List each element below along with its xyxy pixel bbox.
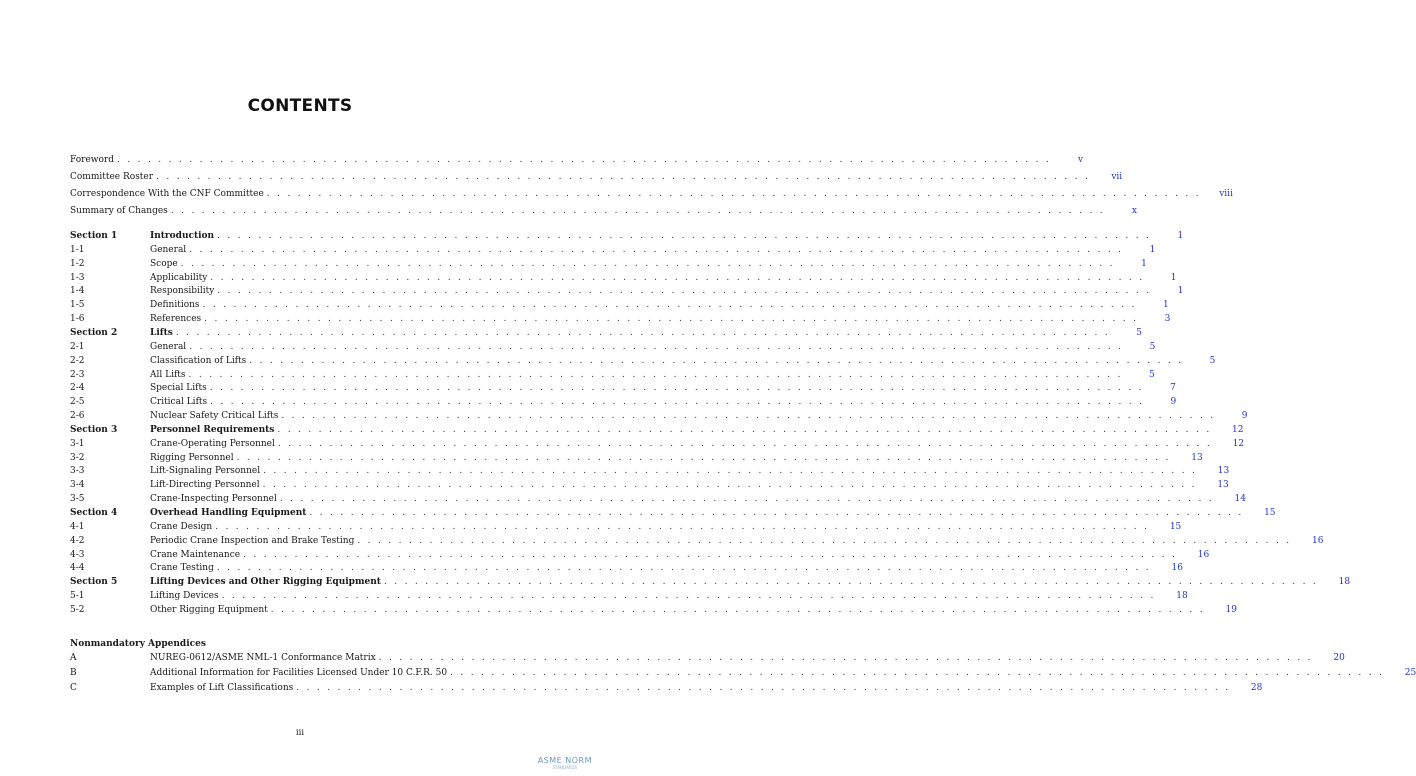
toc-entry-number: 1-6	[70, 314, 85, 324]
toc-entry-title: Responsibility	[150, 284, 217, 298]
dot-leader: . . . . . . . . . . . . . . . . . . . . . . . . . . . . . . . . . . . . . . . . . . . . . . . . . . . . . . . . . . . . . . . . . . . . . . . . . . . . . . . . . . . . . . . . . . .	[281, 411, 1216, 421]
toc-entry	[150, 243, 1156, 257]
toc-page-link[interactable]: 12	[1232, 425, 1244, 435]
dot-leader: . . . . . . . . . . . . . . . . . . . . . . . . . . . . . . . . . . . . . . . . . . . . . . . . . . . . . . . . . . . . . . . . . . . . . . . . . . . . . . . . . . . . . . . . . . .	[296, 683, 1231, 693]
toc-page-link[interactable]: 15	[1169, 522, 1182, 532]
toc-entry-number: 4-1	[70, 522, 85, 532]
toc-entry-number: 2-1	[70, 342, 85, 352]
dot-leader: . . . . . . . . . . . . . . . . . . . . . . . . . . . . . . . . . . . . . . . . . . . . . . . . . . . . . . . . . . . . . . . . . . . . . . . . . . . . . . . . . . . . . . . . . . .	[175, 328, 1110, 338]
toc-entry	[150, 409, 1248, 423]
toc-row[interactable]	[70, 651, 1345, 665]
dot-leader: . . . . . . . . . . . . . . . . . . . . . . . . . . . . . . . . . . . . . . . . . . . . . . . . . . . . . . . . . . . . . . . . . . . . . . . . . . . . . . . . . . . . . . . . . . .	[309, 508, 1244, 518]
toc-entry-number: 5-1	[70, 591, 85, 601]
toc-page-link[interactable]: 16	[1197, 550, 1210, 560]
toc-row[interactable]	[70, 451, 1203, 465]
toc-entry-title: Additional Information for Facilities Licensed Under 10 C.F.R. 50	[150, 666, 450, 680]
toc-page-link[interactable]: 16	[1312, 536, 1324, 546]
toc-row[interactable]	[70, 506, 1276, 520]
toc-page-link[interactable]: vii	[1111, 172, 1123, 182]
toc-entry	[150, 354, 1216, 368]
toc-row[interactable]	[70, 423, 1244, 437]
toc-entry-title: Overhead Handling Equipment	[150, 506, 309, 520]
toc-entry-number: 2-6	[70, 411, 85, 421]
toc-entry-number: 1-3	[70, 273, 85, 283]
toc-entry-title: General	[150, 243, 189, 257]
toc-entry-number: Section 4	[70, 508, 118, 518]
toc-page-link[interactable]: 5	[1136, 328, 1142, 338]
dot-leader: . . . . . . . . . . . . . . . . . . . . . . . . . . . . . . . . . . . . . . . . . . . . . . . . . . . . . . . . . . . . . . . . . . . . . . . . . . . . . . . . . . . . . . . . . . .	[210, 273, 1145, 283]
toc-entry-number: 3-3	[70, 466, 85, 476]
toc-entry-title: Other Rigging Equipment	[150, 603, 271, 617]
toc-entry	[150, 575, 1351, 589]
toc-entry	[150, 271, 1177, 285]
toc-entry	[150, 381, 1176, 395]
toc-page-link[interactable]: 9	[1241, 411, 1248, 421]
dot-leader: . . . . . . . . . . . . . . . . . . . . . . . . . . . . . . . . . . . . . . . . . . . . . . . . . . . . . . . . . . . . . . . . . . . . . . . . . . . . . . . . . . . . . . . . . . .	[204, 314, 1139, 324]
toc-page-link[interactable]: 1	[1170, 273, 1177, 283]
toc-entry-title: Lift-Directing Personnel	[150, 478, 263, 492]
dot-leader: . . . . . . . . . . . . . . . . . . . . . . . . . . . . . . . . . . . . . . . . . . . . . . . . . . . . . . . . . . . . . . . . . . . . . . . . . . . . . . . . . . . . . . . . . . .	[221, 591, 1156, 601]
toc-entry-title: Nuclear Safety Critical Lifts	[150, 409, 281, 423]
toc-page-link[interactable]: 1	[1177, 231, 1184, 241]
toc-page-link[interactable]: v	[1078, 155, 1084, 165]
toc-entry-title: Lifting Devices	[150, 589, 222, 603]
toc-row[interactable]	[70, 153, 1084, 167]
toc-entry-title: Crane Design	[150, 520, 215, 534]
toc-page-link[interactable]: 20	[1333, 653, 1345, 663]
toc-entry	[70, 153, 1084, 167]
toc-entry-title: Critical Lifts	[150, 395, 210, 409]
toc-entry-title: General	[150, 340, 189, 354]
toc-row[interactable]	[70, 589, 1188, 603]
toc-entry-title: Examples of Lift Classifications	[150, 681, 296, 695]
toc-entry-number: C	[70, 683, 77, 693]
toc-row[interactable]	[70, 478, 1229, 492]
toc-entry-number: 5-2	[70, 605, 85, 615]
toc-entry-number: 3-2	[70, 453, 85, 463]
toc-entry	[150, 651, 1345, 665]
toc-row[interactable]	[70, 464, 1230, 478]
toc-row[interactable]	[70, 520, 1182, 534]
dot-leader: . . . . . . . . . . . . . . . . . . . . . . . . . . . . . . . . . . . . . . . . . . . . . . . . . . . . . . . . . . . . . . . . . . . . . . . . . . . . . . . . . . . . . . . . . . .	[217, 286, 1152, 296]
dot-leader: . . . . . . . . . . . . . . . . . . . . . . . . . . . . . . . . . . . . . . . . . . . . . . . . . . . . . . . . . . . . . . . . . . . . . . . . . . . . . . . . . . . . . . . . . . .	[270, 605, 1205, 615]
toc-entry-title: Applicability	[150, 271, 210, 285]
toc-entry	[150, 437, 1245, 451]
toc-entry-title: Summary of Changes	[70, 204, 171, 218]
toc-entry-number: 2-2	[70, 356, 85, 366]
toc-entry	[150, 589, 1188, 603]
toc-row[interactable]	[70, 437, 1245, 451]
toc-page-link[interactable]: 13	[1217, 466, 1230, 476]
logo-subtext: STANDARDS	[552, 765, 578, 770]
toc-page-link[interactable]: 7	[1170, 383, 1176, 393]
dot-leader: . . . . . . . . . . . . . . . . . . . . . . . . . . . . . . . . . . . . . . . . . . . . . . . . . . . . . . . . . . . . . . . . . . . . . . . . . . . . . . . . . . . . . . . . . . .	[217, 231, 1152, 241]
dot-leader: . . . . . . . . . . . . . . . . . . . . . . . . . . . . . . . . . . . . . . . . . . . . . . . . . . . . . . . . . . . . . . . . . . . . . . . . . . . . . . . . . . . . . . . . . . .	[209, 383, 1144, 393]
toc-entry	[150, 257, 1147, 271]
toc-page-link[interactable]: 1	[1162, 300, 1169, 310]
toc-entry-number: 2-4	[70, 383, 85, 393]
dot-leader: . . . . . . . . . . . . . . . . . . . . . . . . . . . . . . . . . . . . . . . . . . . . . . . . . . . . . . . . . . . . . . . . . . . . . . . . . . . . . . . . . . . . . . . . . . .	[279, 494, 1214, 504]
toc-row[interactable]	[70, 229, 1184, 243]
toc-row[interactable]	[70, 187, 1233, 201]
toc-entry-title: NUREG-0612/ASME NML-1 Conformance Matrix	[150, 651, 379, 665]
dot-leader: . . . . . . . . . . . . . . . . . . . . . . . . . . . . . . . . . . . . . . . . . . . . . . . . . . . . . . . . . . . . . . . . . . . . . . . . . . . . . . . . . . . . . . . . . . .	[215, 522, 1150, 532]
dot-leader: . . . . . . . . . . . . . . . . . . . . . . . . . . . . . . . . . . . . . . . . . . . . . . . . . . . . . . . . . . . . . . . . . . . . . . . . . . . . . . . . . . . . . . . . . . .	[180, 259, 1115, 269]
dot-leader: . . . . . . . . . . . . . . . . . . . . . . . . . . . . . . . . . . . . . . . . . . . . . . . . . . . . . . . . . . . . . . . . . . . . . . . . . . . . . . . . . . . . . . . . . . .	[266, 189, 1201, 199]
toc-page-link[interactable]: x	[1131, 206, 1137, 216]
toc-entry-number: 3-5	[70, 494, 85, 504]
toc-row[interactable]	[70, 204, 1137, 218]
toc-entry-number: 2-3	[70, 370, 85, 380]
logo-text: ASME NORM	[537, 756, 592, 765]
toc-entry-title: Committee Roster	[70, 170, 156, 184]
toc-page-link[interactable]: 1	[1177, 286, 1184, 296]
toc-entry-number: A	[70, 653, 77, 663]
toc-row[interactable]	[70, 561, 1183, 575]
dot-leader: . . . . . . . . . . . . . . . . . . . . . . . . . . . . . . . . . . . . . . . . . . . . . . . . . . . . . . . . . . . . . . . . . . . . . . . . . . . . . . . . . . . . . . . . . . .	[262, 480, 1197, 490]
dot-leader: . . . . . . . . . . . . . . . . . . . . . . . . . . . . . . . . . . . . . . . . . . . . . . . . . . . . . . . . . . . . . . . . . . . . . . . . . . . . . . . . . . . . . . . . . . .	[450, 668, 1385, 678]
dot-leader: . . . . . . . . . . . . . . . . . . . . . . . . . . . . . . . . . . . . . . . . . . . . . . . . . . . . . . . . . . . . . . . . . . . . . . . . . . . . . . . . . . . . . . . . . . .	[188, 370, 1123, 380]
toc-entry	[70, 170, 1123, 184]
toc-entry-title: All Lifts	[150, 368, 189, 382]
dot-leader: . . . . . . . . . . . . . . . . . . . . . . . . . . . . . . . . . . . . . . . . . . . . . . . . . . . . . . . . . . . . . . . . . . . . . . . . . . . . . . . . . . . . . . . . . . .	[236, 453, 1171, 463]
toc-entry-number: Section 5	[70, 577, 118, 587]
toc-row[interactable]	[70, 326, 1142, 340]
toc-row[interactable]	[70, 170, 1123, 184]
toc-entry-title: Rigging Personnel	[150, 451, 237, 465]
toc-entry-title: Crane-Operating Personnel	[150, 437, 278, 451]
toc-entry-title: Crane-Inspecting Personnel	[150, 492, 280, 506]
toc-page-link[interactable]: 5	[1209, 356, 1216, 366]
toc-page-link[interactable]: 28	[1250, 683, 1263, 693]
toc-entry-number: Section 2	[70, 328, 118, 338]
toc-entry	[150, 312, 1171, 326]
dot-leader: . . . . . . . . . . . . . . . . . . . . . . . . . . . . . . . . . . . . . . . . . . . . . . . . . . . . . . . . . . . . . . . . . . . . . . . . . . . . . . . . . . . . . . . . . . .	[210, 397, 1145, 407]
toc-page-link[interactable]: viii	[1219, 189, 1233, 199]
toc-page-link[interactable]: 5	[1148, 370, 1155, 380]
dot-leader: . . . . . . . . . . . . . . . . . . . . . . . . . . . . . . . . . . . . . . . . . . . . . . . . . . . . . . . . . . . . . . . . . . . . . . . . . . . . . . . . . . . . . . . . . . .	[156, 172, 1091, 182]
toc-entry-number: Section 1	[70, 231, 118, 241]
toc-entry	[150, 681, 1263, 695]
toc-entry	[150, 478, 1229, 492]
toc-entry-title: Lift-Signaling Personnel	[150, 464, 263, 478]
dot-leader: . . . . . . . . . . . . . . . . . . . . . . . . . . . . . . . . . . . . . . . . . . . . . . . . . . . . . . . . . . . . . . . . . . . . . . . . . . . . . . . . . . . . . . . . . . .	[202, 300, 1137, 310]
dot-leader: . . . . . . . . . . . . . . . . . . . . . . . . . . . . . . . . . . . . . . . . . . . . . . . . . . . . . . . . . . . . . . . . . . . . . . . . . . . . . . . . . . . . . . . . . . .	[378, 653, 1313, 663]
toc-entry	[150, 326, 1142, 340]
toc-row[interactable]	[70, 298, 1169, 312]
toc-row[interactable]	[70, 548, 1210, 562]
dot-leader: . . . . . . . . . . . . . . . . . . . . . . . . . . . . . . . . . . . . . . . . . . . . . . . . . . . . . . . . . . . . . . . . . . . . . . . . . . . . . . . . . . . . . . . . . . .	[216, 563, 1151, 573]
toc-row[interactable]	[70, 284, 1184, 298]
toc-page-link[interactable]: 18	[1338, 577, 1351, 587]
toc-row[interactable]	[70, 534, 1324, 548]
toc-entry-title: Special Lifts	[150, 381, 210, 395]
toc-entry-title: Scope	[150, 257, 181, 271]
toc-entry	[70, 187, 1233, 201]
toc-row[interactable]	[70, 257, 1147, 271]
toc-page-link[interactable]: 3	[1164, 314, 1171, 324]
toc-page-link[interactable]: 18	[1176, 591, 1188, 601]
toc-entry	[150, 603, 1237, 617]
toc-entry-title: Personnel Requirements	[150, 423, 277, 437]
toc-entry	[150, 298, 1169, 312]
dot-leader: . . . . . . . . . . . . . . . . . . . . . . . . . . . . . . . . . . . . . . . . . . . . . . . . . . . . . . . . . . . . . . . . . . . . . . . . . . . . . . . . . . . . . . . . . . .	[383, 577, 1319, 587]
dot-leader: . . . . . . . . . . . . . . . . . . . . . . . . . . . . . . . . . . . . . . . . . . . . . . . . . . . . . . . . . . . . . . . . . . . . . . . . . . . . . . . . . . . . . . . . . . .	[189, 245, 1124, 255]
toc-row[interactable]	[70, 666, 1416, 680]
toc-row[interactable]	[70, 409, 1248, 423]
toc-page-link[interactable]: 13	[1191, 453, 1203, 463]
toc-entry	[150, 284, 1184, 298]
toc-entry-number: Section 3	[70, 425, 118, 435]
toc-page-link[interactable]: 16	[1171, 563, 1183, 573]
toc-row[interactable]	[70, 681, 1263, 695]
toc-entry-title: Crane Maintenance	[150, 548, 243, 562]
toc-row[interactable]	[70, 243, 1156, 257]
dot-leader: . . . . . . . . . . . . . . . . . . . . . . . . . . . . . . . . . . . . . . . . . . . . . . . . . . . . . . . . . . . . . . . . . . . . . . . . . . . . . . . . . . . . . . . . . . .	[243, 550, 1178, 560]
toc-entry-title: Introduction	[150, 229, 217, 243]
toc-entry-title: Lifts	[150, 326, 176, 340]
toc-page-link[interactable]: 5	[1149, 342, 1156, 352]
toc-entry-number: 4-4	[70, 563, 85, 573]
toc-entry	[150, 464, 1230, 478]
toc-entry	[150, 340, 1156, 354]
toc-row[interactable]	[70, 395, 1177, 409]
toc-page-link[interactable]: 13	[1217, 480, 1229, 490]
dot-leader: . . . . . . . . . . . . . . . . . . . . . . . . . . . . . . . . . . . . . . . . . . . . . . . . . . . . . . . . . . . . . . . . . . . . . . . . . . . . . . . . . . . . . . . . . . .	[189, 342, 1124, 352]
toc-entry	[150, 451, 1203, 465]
toc-page-link[interactable]: 9	[1170, 397, 1177, 407]
toc-row[interactable]	[70, 603, 1237, 617]
toc-page-link[interactable]: 19	[1225, 605, 1237, 615]
page-title: CONTENTS	[247, 96, 353, 116]
toc-entry-number: B	[70, 668, 77, 678]
toc-row[interactable]	[70, 368, 1155, 382]
toc-entry	[150, 395, 1177, 409]
toc-entry-number: 1-1	[70, 245, 85, 255]
toc-page-link[interactable]: 1	[1141, 259, 1147, 269]
toc-entry	[150, 229, 1184, 243]
appendices-heading: Nonmandatory Appendices	[70, 639, 206, 649]
toc-page-link[interactable]: 1	[1149, 245, 1156, 255]
dot-leader: . . . . . . . . . . . . . . . . . . . . . . . . . . . . . . . . . . . . . . . . . . . . . . . . . . . . . . . . . . . . . . . . . . . . . . . . . . . . . . . . . . . . . . . . . . .	[117, 155, 1052, 165]
toc-entry-title: Correspondence With the CNF Committee	[70, 187, 267, 201]
toc-entry	[150, 534, 1324, 548]
toc-entry-title: Lifting Devices and Other Rigging Equipment	[150, 575, 384, 589]
toc-entry-number: 3-1	[70, 439, 85, 449]
toc-entry-number: 1-5	[70, 300, 85, 310]
toc-entry-number: 1-2	[70, 259, 85, 269]
dot-leader: . . . . . . . . . . . . . . . . . . . . . . . . . . . . . . . . . . . . . . . . . . . . . . . . . . . . . . . . . . . . . . . . . . . . . . . . . . . . . . . . . . . . . . . . . . .	[249, 356, 1184, 366]
toc-page-link[interactable]: 14	[1234, 494, 1246, 504]
toc-entry-title: Classification of Lifts	[150, 354, 249, 368]
toc-page-link[interactable]: 12	[1232, 439, 1245, 449]
toc-entry-title: References	[150, 312, 204, 326]
toc-entry	[150, 368, 1155, 382]
toc-row[interactable]	[70, 340, 1156, 354]
dot-leader: . . . . . . . . . . . . . . . . . . . . . . . . . . . . . . . . . . . . . . . . . . . . . . . . . . . . . . . . . . . . . . . . . . . . . . . . . . . . . . . . . . . . . . . . . . .	[277, 425, 1212, 435]
toc-entry-number: 4-2	[70, 536, 85, 546]
watermark-logo	[538, 756, 592, 770]
toc-row[interactable]	[70, 381, 1176, 395]
toc-entry-number: 4-3	[70, 550, 85, 560]
dot-leader: . . . . . . . . . . . . . . . . . . . . . . . . . . . . . . . . . . . . . . . . . . . . . . . . . . . . . . . . . . . . . . . . . . . . . . . . . . . . . . . . . . . . . . . . . . .	[170, 206, 1105, 216]
toc-entry-number: 3-4	[70, 480, 85, 490]
toc-row[interactable]	[70, 575, 1351, 589]
toc-row[interactable]	[70, 492, 1246, 506]
toc-entry	[150, 492, 1246, 506]
toc-entry	[150, 423, 1244, 437]
toc-row[interactable]	[70, 354, 1216, 368]
toc-entry	[150, 506, 1276, 520]
toc-entry-title: Periodic Crane Inspection and Brake Testing	[150, 534, 357, 548]
toc-entry-title: Definitions	[150, 298, 203, 312]
toc-entry-title: Foreword	[70, 153, 117, 167]
toc-row[interactable]	[70, 271, 1177, 285]
toc-page-link[interactable]: 15	[1264, 508, 1276, 518]
toc-entry	[150, 548, 1210, 562]
dot-leader: . . . . . . . . . . . . . . . . . . . . . . . . . . . . . . . . . . . . . . . . . . . . . . . . . . . . . . . . . . . . . . . . . . . . . . . . . . . . . . . . . . . . . . . . . . .	[263, 466, 1198, 476]
toc-row[interactable]	[70, 312, 1171, 326]
toc-entry	[150, 666, 1416, 680]
toc-entry	[70, 204, 1137, 218]
dot-leader: . . . . . . . . . . . . . . . . . . . . . . . . . . . . . . . . . . . . . . . . . . . . . . . . . . . . . . . . . . . . . . . . . . . . . . . . . . . . . . . . . . . . . . . . . . .	[277, 439, 1213, 449]
toc-entry-title: Crane Testing	[150, 561, 217, 575]
toc-entry-number: 1-4	[70, 286, 85, 296]
toc-entry-number: 2-5	[70, 397, 85, 407]
toc-entry	[150, 561, 1183, 575]
toc-page-link[interactable]: 25	[1404, 668, 1416, 678]
page-number: iii	[295, 728, 305, 738]
dot-leader: . . . . . . . . . . . . . . . . . . . . . . . . . . . . . . . . . . . . . . . . . . . . . . . . . . . . . . . . . . . . . . . . . . . . . . . . . . . . . . . . . . . . . . . . . . .	[357, 536, 1292, 546]
toc-entry	[150, 520, 1182, 534]
